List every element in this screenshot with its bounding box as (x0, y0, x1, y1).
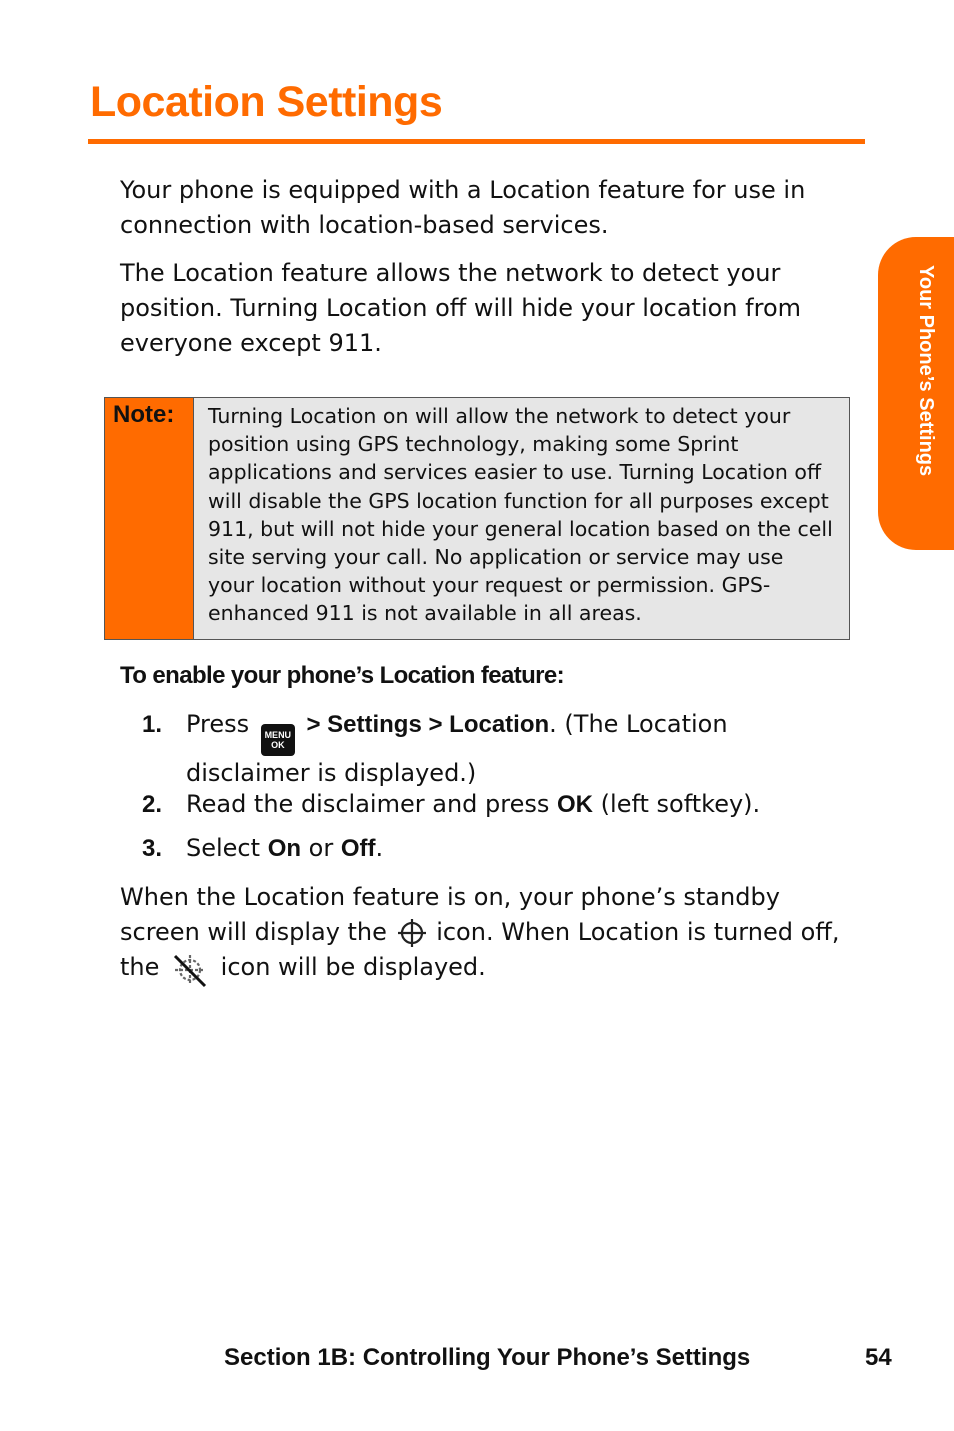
location-on-icon (395, 918, 429, 948)
or-text: or (308, 834, 334, 862)
step-number: 2. (142, 791, 163, 818)
step-text-before: Select (186, 834, 261, 862)
page-title: Location Settings (90, 78, 443, 126)
closing-part-3: icon will be displayed. (220, 953, 486, 981)
ok-key-text: OK (557, 791, 594, 818)
option-on: On (267, 835, 302, 862)
intro-paragraph-1: Your phone is equipped with a Location feature for use in connection with location-based services. (120, 176, 806, 239)
menu-ok-key-icon (261, 724, 295, 756)
closing-paragraph (120, 880, 865, 989)
step-text-before: Read the disclaimer and press (186, 790, 550, 818)
menu-key-label: MENU (264, 730, 292, 740)
closing-part-1: When the Location feature is on, your phone’s standby screen will display the (120, 883, 780, 946)
closing-part-2: icon. When Location is turned off, the (120, 918, 840, 981)
step-text (186, 707, 826, 791)
intro-paragraph-2: The Location feature allows the network to detect your position. Turning Location off will hide your location from everyone except 911. (120, 259, 801, 357)
section-side-tab-label: Your Phone’s Settings (915, 265, 937, 477)
step-press-text: Press (186, 710, 250, 738)
step-rest-text: . (The Location disclaimer is displayed.) (186, 710, 728, 787)
step-text (186, 787, 826, 822)
step-text (186, 831, 826, 866)
footer-section-title: Section 1B: Controlling Your Phone’s Settings (224, 1344, 751, 1371)
step-number: 3. (142, 835, 163, 862)
option-off: Off (340, 835, 376, 862)
location-off-icon (167, 951, 213, 989)
ok-key-label: OK (271, 740, 285, 750)
menu-path: > Settings > Location (306, 711, 550, 738)
page-number: 54 (865, 1344, 892, 1371)
note-box (104, 397, 850, 640)
note-label: Note: (113, 401, 175, 428)
section-side-tab (878, 237, 954, 550)
note-text: Turning Location on will allow the network to detect your position using GPS technology, making some Sprint applications and services easier to use. Turning Location off will disable the GPS location function for all purposes except 911, but will not hide your general location based on the cell site serving your call. No application or service may use your location without your request or permission. GPS-enhanced 911 is not available in all areas. (194, 398, 849, 639)
note-label-cell (105, 398, 194, 639)
step-text-after: (left softkey). (600, 790, 761, 818)
title-divider (88, 139, 865, 144)
step-end: . (375, 834, 384, 862)
procedure-heading: To enable your phone’s Location feature: (120, 662, 565, 689)
step-number: 1. (142, 711, 163, 738)
